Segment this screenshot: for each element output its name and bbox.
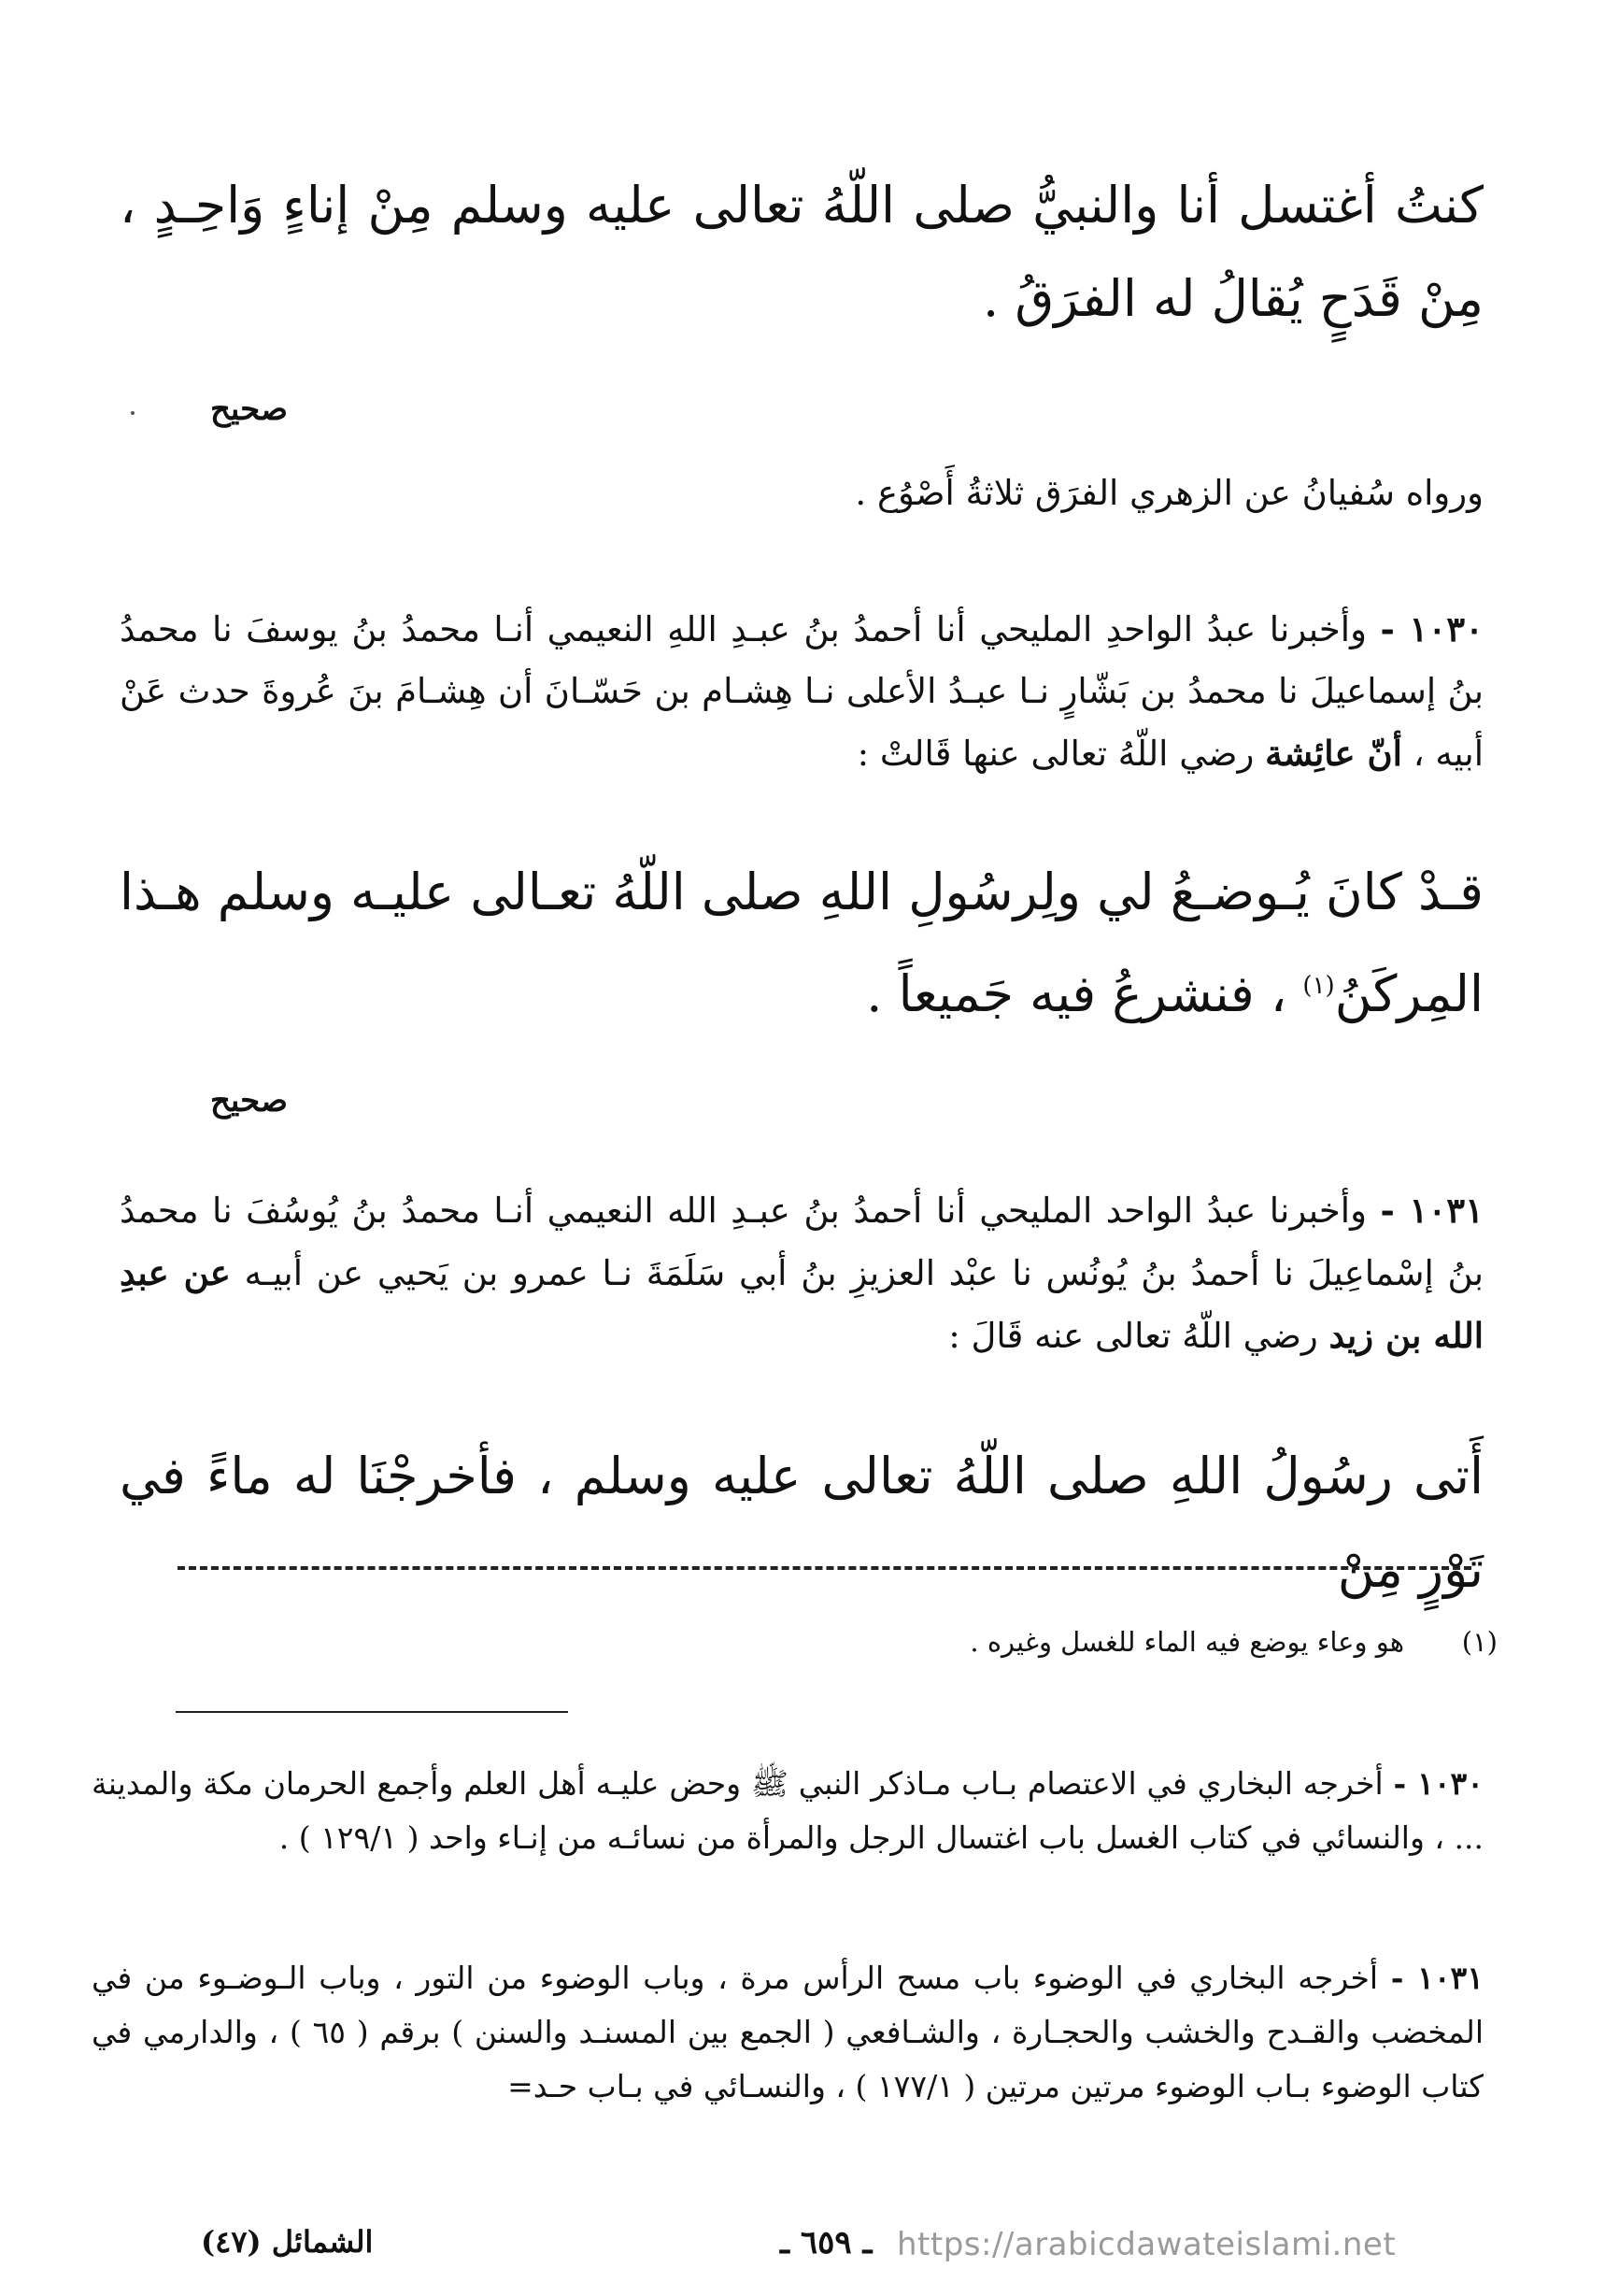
scan-speck bbox=[131, 411, 135, 415]
hadith-1029-text: كنتُ أغتسل أنا والنبيُّ صلى اللّهُ تعالى عليه وسلم مِنْ إناءٍ وَاحِـدٍ ، مِنْ قَدَحٍ يُقالُ له الفرَقُ . bbox=[120, 176, 1484, 328]
hadith-number-1030: ١٠٣٠ - bbox=[1380, 608, 1484, 649]
hadith-1031-text: أَتى رسُولُ اللهِ صلى اللّهُ تعالى عليه وسلم ، فأخرجْنَا له ماءً في تَوْرٍ مِنْ bbox=[120, 1447, 1484, 1599]
narrator-1030: أنّ عائِشة bbox=[1265, 733, 1402, 774]
grade-label-1029: صحيح bbox=[209, 391, 288, 428]
matn-1030-part1: قـدْ كانَ يُـوضـعُ لي ولِرسُولِ اللهِ صلى اللّهُ تعـالى عليـه وسلم هـذا المِركَنُ bbox=[119, 863, 1484, 1023]
book-signature: الشمائل (٤٧) bbox=[201, 2224, 374, 2260]
takhrij-1030 bbox=[92, 1757, 1484, 1865]
watermark-url: https://arabicdawateislami.net bbox=[897, 2226, 1397, 2263]
hadith-1029-note: ورواه سُفيانُ عن الزهري الفرَق ثلاثةُ أَصْوُع . bbox=[855, 473, 1484, 513]
isnad-1030: وأخبرنا عبدُ الواحدِ المليحي أنا أحمدُ بنُ عبـدِ اللهِ النعيمي أنـا محمدُ بنُ يوسفَ نا محمدُ بنُ إسماعيلَ نا محمدُ بن بَشّارٍ نـا عبـدُ الأعلى نـا هِشـام بن حَسّـانَ أن هِشـامَ بنَ عُروةَ حدث عَنْ أبيه ، bbox=[120, 609, 1484, 774]
takhrij-text-1030: أخرجه البخاري في الاعتصام بـاب مـاذكر النبي ﷺ وحض عليـه أهل العلم وأجمع الحرمان مكة والمدينة ... ، والنسائي في كتاب الغسل باب اغتسال الرجل والمرأة من نسائـه من إنـاء واحد ( ١٢٩/١ ) . bbox=[92, 1765, 1484, 1856]
narrator-1031: عن عبدِ الله بن زيد bbox=[120, 1252, 1484, 1356]
footnote-mark: (١) bbox=[1461, 1626, 1498, 1658]
hadith-1031-chain bbox=[120, 1179, 1484, 1367]
footnote-rule bbox=[176, 1711, 568, 1713]
takhrij-1031 bbox=[92, 1951, 1484, 2114]
matn-1030-part2: ، فنشرعُ فيه جَميعاً . bbox=[866, 964, 1287, 1023]
hadith-number-1031: ١٠٣١ - bbox=[1380, 1190, 1484, 1231]
isnad-1031: وأخبرنا عبدُ الواحد المليحي أنا أحمدُ بنُ عبـدِ الله النعيمي أنـا محمدُ بنُ يُوسُفَ نا محمدُ بنُ إسْماعِيلَ نا أحمدُ بنُ يُونُس نا عبْد العزيزِ بنُ أبي سَلَمَةَ نـا عمرو بن يَحيي عن أبيـه bbox=[120, 1191, 1484, 1293]
dashed-separator bbox=[178, 1566, 1471, 1570]
takhrij-number-1031: ١٠٣١ - bbox=[1390, 1960, 1484, 1996]
page-footer bbox=[0, 2224, 1605, 2280]
takhrij-number-1030: ١٠٣٠ - bbox=[1393, 1765, 1484, 1802]
takhrij-text-1031: أخرجه البخاري في الوضوء باب مسح الرأس مرة ، وباب الوضوء من التور ، وباب الـوضـوء من في المخضب والقـدح والخشب والحجـارة ، والشـافعي ( الجمع بين المسنـد والسنن ) برقم ( ٦٥ ) ، والدارمي في كتاب الوضوء بـاب الوضوء مرتين مرتين ( ١٧٧/١ ) ، والنسـائي في بـاب حـد= bbox=[92, 1960, 1484, 2104]
grade-label-1030: صحيح bbox=[209, 1082, 288, 1119]
footnote-ref-1: (١) bbox=[1302, 972, 1335, 1000]
hadith-1030-text bbox=[120, 846, 1484, 1041]
isnad-end-1030: رضي اللّهُ تعالى عنها قَالتْ : bbox=[857, 734, 1255, 774]
footnote-text: هو وعاء يوضع فيه الماء للغسل وغيره . bbox=[970, 1626, 1404, 1658]
page-number: ـ ٦٥٩ ـ bbox=[780, 2224, 873, 2261]
isnad-end-1031: رضي اللّهُ تعالى عنه قَالَ : bbox=[948, 1316, 1318, 1356]
footnote-1 bbox=[115, 1626, 1498, 1658]
hadith-1030-chain bbox=[120, 598, 1484, 785]
